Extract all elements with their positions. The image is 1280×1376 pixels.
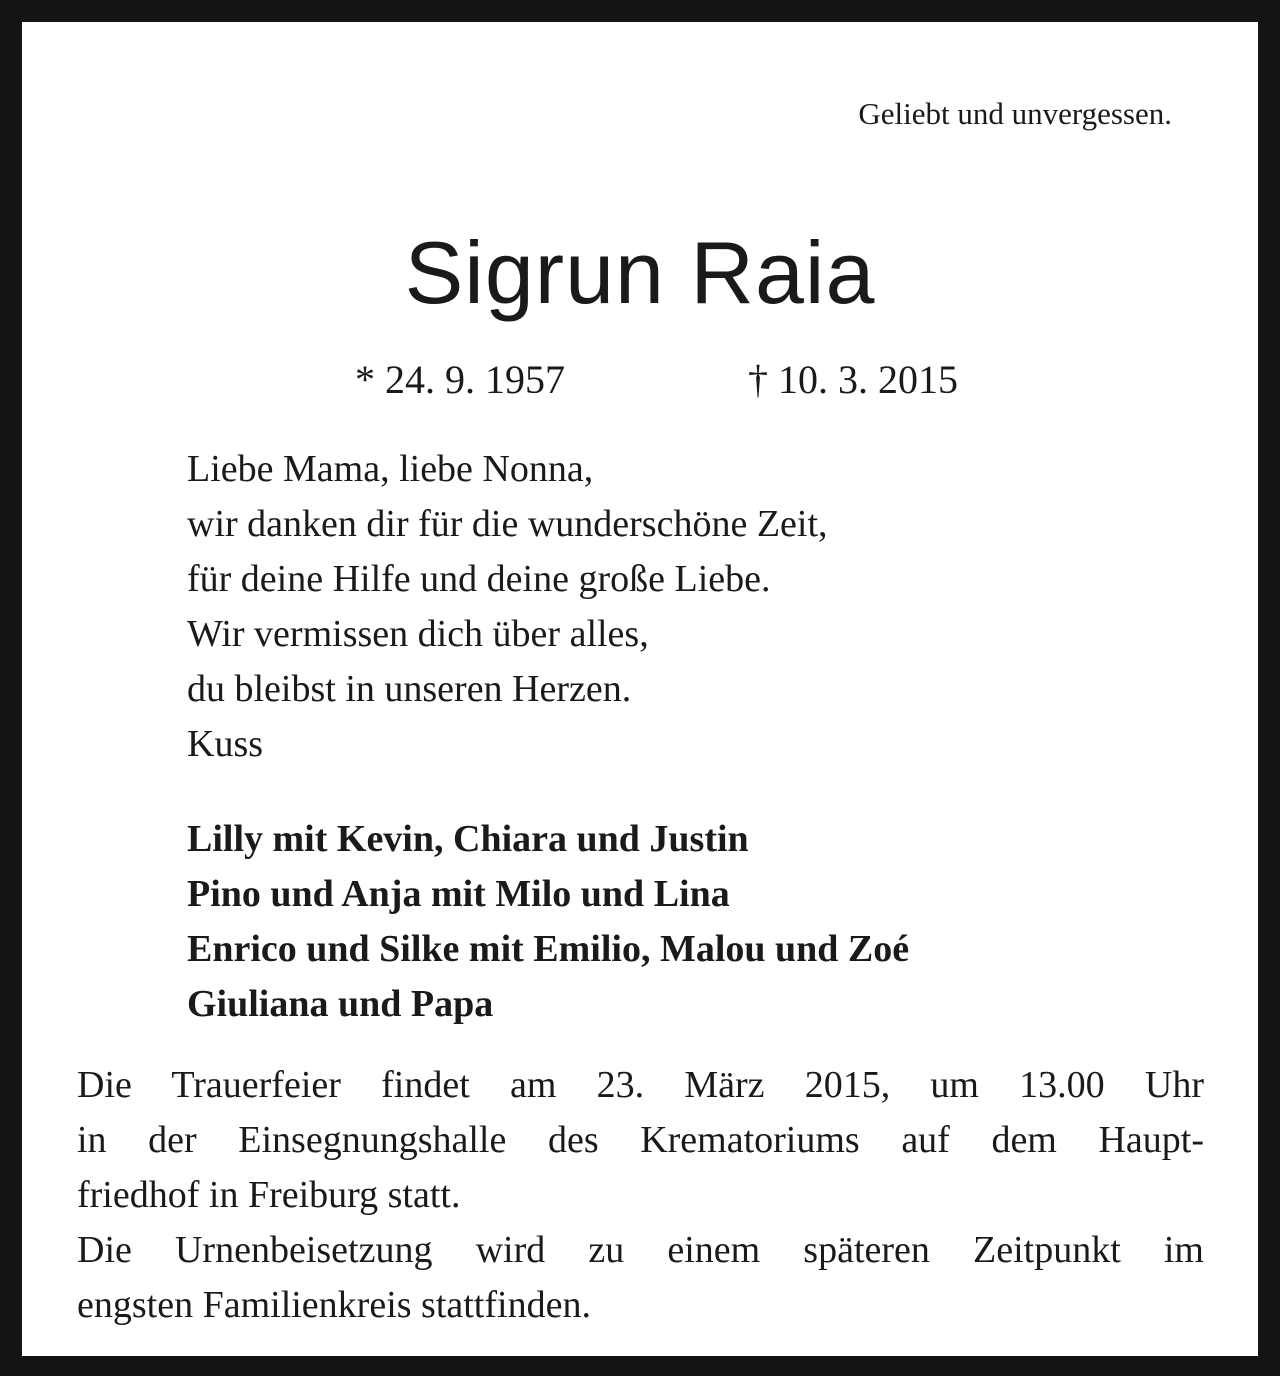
mourner-line: Pino und Anja mit Milo und Lina bbox=[187, 873, 730, 915]
notice-line: Die Trauerfeier findet am 23. März 2015, um 13.00 Uhr bbox=[77, 1064, 1204, 1106]
funeral-notice bbox=[77, 1058, 1204, 1333]
ceremony-paragraph bbox=[77, 1058, 1204, 1223]
poem-line: Wir vermissen dich über alles, bbox=[187, 613, 649, 655]
mourner-line: Lilly mit Kevin, Chiara und Justin bbox=[187, 818, 749, 860]
poem-line: wir danken dir für die wunderschöne Zeit, bbox=[187, 503, 828, 545]
notice-line: friedhof in Freiburg statt. bbox=[77, 1174, 461, 1216]
poem-line: Kuss bbox=[187, 723, 264, 765]
farewell-poem bbox=[187, 442, 828, 772]
burial-paragraph bbox=[77, 1223, 1204, 1333]
notice-line: engsten Familienkreis stattfinden. bbox=[77, 1284, 591, 1326]
birth-date: * 24. 9. 1957 bbox=[355, 357, 565, 402]
poem-line: für deine Hilfe und deine große Liebe. bbox=[187, 558, 771, 600]
motto-text: Geliebt und unvergessen. bbox=[858, 96, 1172, 131]
poem-line: du bleibst in unseren Herzen. bbox=[187, 668, 632, 710]
mourners-list bbox=[187, 812, 909, 1032]
deceased-name: Sigrun Raia bbox=[404, 223, 876, 322]
mourner-line: Giuliana und Papa bbox=[187, 983, 494, 1025]
mourner-line: Enrico und Silke mit Emilio, Malou und Zoé bbox=[187, 928, 910, 970]
notice-line: in der Einsegnungshalle des Krematoriums auf dem Haupt- bbox=[77, 1119, 1204, 1161]
poem-line: Liebe Mama, liebe Nonna, bbox=[187, 448, 594, 490]
notice-line: Die Urnenbeisetzung wird zu einem späteren Zeitpunkt im bbox=[77, 1229, 1204, 1271]
death-date: † 10. 3. 2015 bbox=[748, 357, 958, 402]
